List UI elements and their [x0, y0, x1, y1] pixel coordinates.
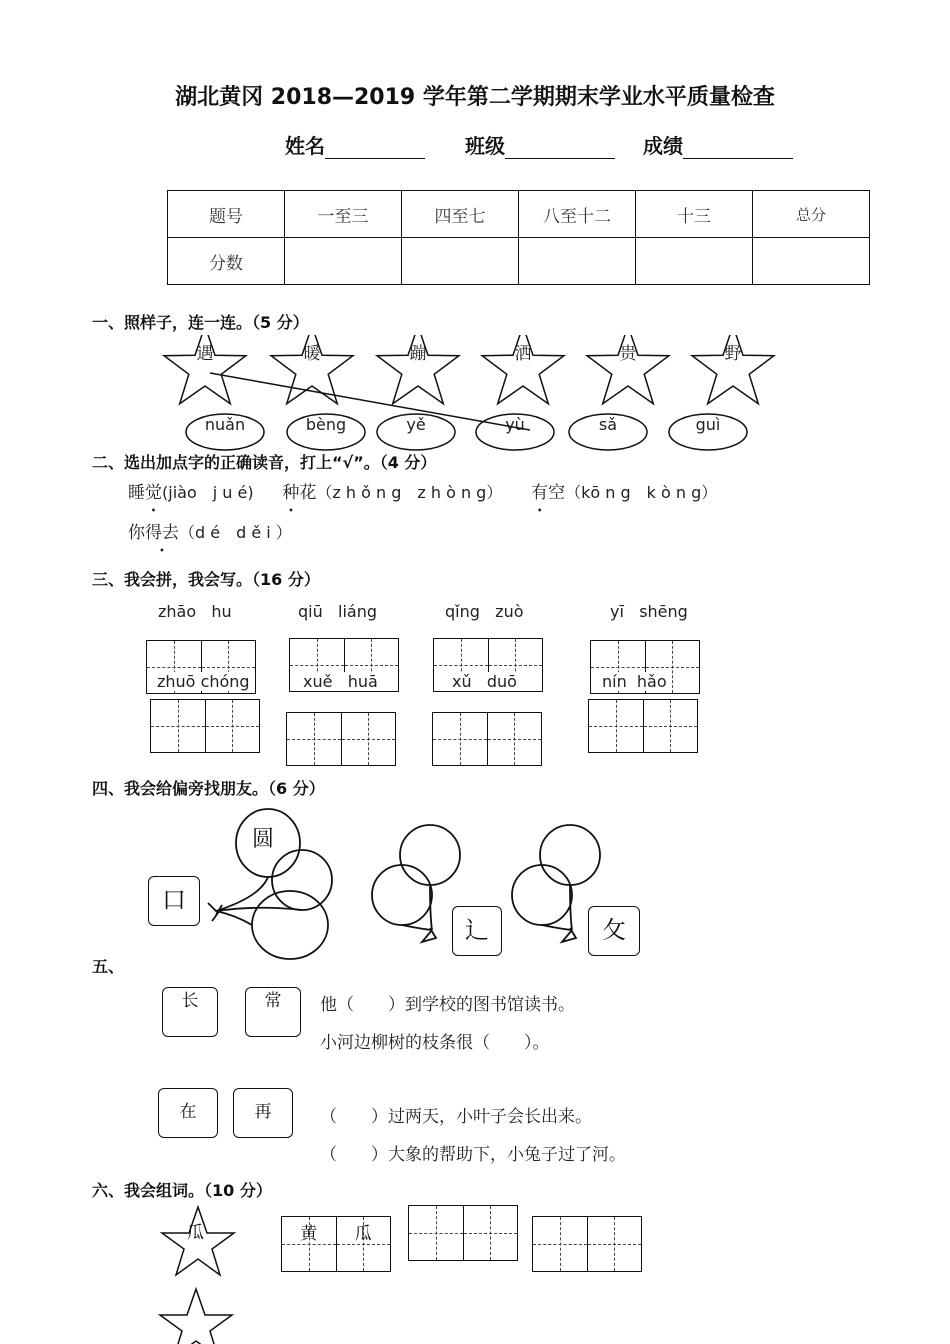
pinyin-text: yě [406, 415, 426, 434]
table-header: 十三 [636, 191, 753, 238]
star-character[interactable]: 蹦 [409, 344, 427, 364]
writing-grid[interactable] [532, 1216, 642, 1272]
q6-heading: 六、我会组词。（10 分） [92, 1181, 272, 1200]
star-icon [160, 1289, 232, 1344]
fill-blank-sentence[interactable]: 小河边柳树的枝条很（ ）。 [320, 1033, 550, 1053]
pinyin-options[interactable]: （z h ǒ n g z h ò n g） [316, 483, 503, 502]
balloon-character: 圆 [252, 827, 275, 852]
balloon-illustration [140, 805, 660, 965]
dotted-char: 种 [282, 483, 300, 503]
writing-grid[interactable] [408, 1205, 518, 1261]
score-table-row [168, 238, 870, 285]
pinyin-label: zhāo hu [158, 602, 232, 621]
writing-grid[interactable] [286, 712, 396, 766]
pinyin-label: yī shēng [610, 602, 688, 621]
score-cell[interactable] [753, 238, 870, 285]
score-table-header-row [168, 191, 870, 238]
writing-grid[interactable] [281, 1216, 391, 1272]
name-field[interactable] [285, 130, 425, 159]
q1-matching-area [150, 335, 800, 460]
radical-card[interactable]: 口 [148, 876, 200, 926]
writing-grid[interactable] [432, 712, 542, 766]
example-char: 瓜 [354, 1224, 372, 1244]
q2-line-2 [128, 518, 292, 543]
score-field[interactable] [643, 130, 793, 159]
row-label: 分数 [168, 238, 285, 285]
word-text: 你 [128, 523, 145, 543]
score-cell[interactable] [285, 238, 402, 285]
star-character[interactable]: 贵 [619, 344, 637, 364]
star-character[interactable]: 遇 [196, 344, 214, 364]
pinyin-text: sǎ [598, 415, 618, 434]
table-header: 总分 [753, 191, 870, 238]
pinyin-text: bèng [305, 415, 347, 434]
radical-card[interactable]: 攵 [588, 906, 640, 956]
q4-heading: 四、我会给偏旁找朋友。（6 分） [92, 779, 325, 798]
writing-grid[interactable] [150, 699, 260, 753]
example-char: 黄 [300, 1224, 318, 1244]
score-label: 成绩 [643, 134, 683, 158]
score-table [167, 190, 870, 285]
pinyin-options[interactable]: （kō n g k ò n g） [565, 483, 718, 502]
fill-blank-sentence[interactable]: （ ）过两天，小叶子会长出来。 [320, 1107, 592, 1127]
radical-card[interactable]: 辶 [452, 906, 502, 956]
name-label: 姓名 [285, 134, 325, 158]
q1-heading: 一、照样子，连一连。（5 分） [92, 313, 309, 332]
score-cell[interactable] [402, 238, 519, 285]
score-cell[interactable] [519, 238, 636, 285]
table-header: 八至十二 [519, 191, 636, 238]
table-header: 四至七 [402, 191, 519, 238]
q2-heading: 二、选出加点字的正确读音，打上“√”。（4 分） [92, 453, 437, 472]
pinyin-label: xuě huā [303, 672, 378, 691]
dotted-char: 有 [531, 483, 549, 503]
pinyin-label: qiū liáng [298, 602, 378, 621]
fill-blank-sentence[interactable]: （ ）大象的帮助下，小兔子过了河。 [320, 1145, 626, 1165]
pinyin-label: xǔ duō [452, 672, 517, 691]
pinyin-options[interactable]: (jiào j u é) [162, 483, 254, 502]
page-title: 湖北黄冈 2018—2019 学年第二学期期末学业水平质量检查 [175, 85, 775, 110]
star-character[interactable]: 暖 [303, 344, 321, 364]
choice-card[interactable]: 常 [245, 987, 301, 1037]
q3-heading: 三、我会拼，我会写。（16 分） [92, 570, 320, 589]
pinyin-label: nín hǎo [602, 672, 667, 691]
class-field[interactable] [465, 130, 615, 159]
pinyin-label: qǐng zuò [445, 602, 524, 621]
word-text: 花 [299, 483, 317, 503]
choice-card[interactable]: 再 [233, 1088, 293, 1138]
star-character[interactable]: 洒 [514, 344, 532, 364]
star-character[interactable]: 野 [724, 344, 742, 364]
choice-card[interactable]: 长 [162, 987, 218, 1037]
score-cell[interactable] [636, 238, 753, 285]
fill-blank-sentence[interactable]: 他（ ）到学校的图书馆读书。 [320, 995, 575, 1015]
q5-heading: 五、 [92, 957, 125, 976]
class-label: 班级 [465, 134, 505, 158]
word-text: 空 [548, 483, 566, 503]
pinyin-text: nuǎn [204, 415, 246, 434]
table-header: 一至三 [285, 191, 402, 238]
pinyin-text: yù [505, 415, 525, 434]
q2-line-1 [128, 478, 717, 503]
star-character: 瓜 [187, 1223, 204, 1243]
word-text: 睡 [128, 483, 145, 503]
pinyin-label: zhuō chóng [157, 672, 250, 691]
dotted-char: 觉 [145, 483, 162, 503]
writing-grid[interactable] [588, 699, 698, 753]
pinyin-options[interactable]: （d é d ě i ） [179, 523, 292, 542]
pinyin-text: guì [695, 415, 721, 434]
choice-card[interactable]: 在 [158, 1088, 218, 1138]
table-header: 题号 [168, 191, 285, 238]
dotted-char: 得去 [145, 523, 179, 543]
